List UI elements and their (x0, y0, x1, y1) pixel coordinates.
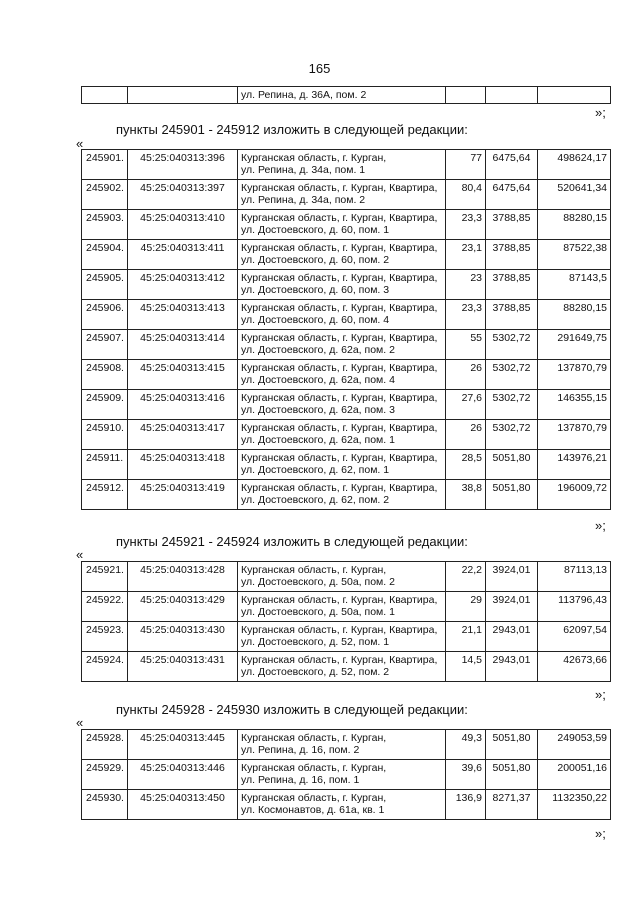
cell-number: 245930. (82, 790, 128, 820)
address-line-1: Курганская область, г. Курган, Квартира, (241, 422, 438, 434)
cell-number: 245908. (82, 360, 128, 390)
cell-total: 87143,5 (538, 270, 611, 300)
cell-area: 136,9 (446, 790, 486, 820)
address-line-2: ул. Репина, д. 16, пом. 1 (241, 774, 360, 786)
address-line-2: ул. Репина, д. 34а, пом. 1 (241, 164, 366, 176)
cell-number: 245910. (82, 420, 128, 450)
cell-area: 23,3 (446, 210, 486, 240)
address-line-1: Курганская область, г. Курган, (241, 762, 387, 774)
section-heading: пункты 245928 - 245930 изложить в следующей редакции: (116, 702, 468, 717)
table-row (82, 760, 611, 790)
table-row (82, 150, 611, 180)
amendment-table (81, 561, 611, 682)
table-row (82, 420, 611, 450)
cell-address (238, 652, 446, 682)
cell-price: 5302,72 (486, 390, 538, 420)
table-row (82, 480, 611, 510)
address-line-1: Курганская область, г. Курган, Квартира, (241, 392, 438, 404)
table-row (82, 180, 611, 210)
cell-area: 27,6 (446, 390, 486, 420)
cell-area: 80,4 (446, 180, 486, 210)
address-line-2: ул. Репина, д. 16, пом. 2 (241, 744, 360, 756)
section-heading: пункты 245921 - 245924 изложить в следующей редакции: (116, 534, 468, 549)
opening-quote: « (76, 715, 84, 730)
address-line-2: ул. Достоевского, д. 60, пом. 2 (241, 254, 390, 266)
cell-area: 14,5 (446, 652, 486, 682)
address-line-2: ул. Достоевского, д. 52, пом. 2 (241, 666, 390, 678)
cell-number: 245907. (82, 330, 128, 360)
cell-cadastral: 45:25:040313:410 (128, 210, 238, 240)
cell-cadastral: 45:25:040313:428 (128, 562, 238, 592)
cell-total: 291649,75 (538, 330, 611, 360)
cell-price: 3788,85 (486, 210, 538, 240)
cell-price: 3924,01 (486, 592, 538, 622)
cell-number: 245902. (82, 180, 128, 210)
table-row (82, 330, 611, 360)
cell-address (238, 760, 446, 790)
cell-total: 249053,59 (538, 730, 611, 760)
cell-number: 245909. (82, 390, 128, 420)
cell-total: 87113,13 (538, 562, 611, 592)
amendment-table (81, 149, 611, 510)
cell-cadastral: 45:25:040313:414 (128, 330, 238, 360)
cell-address (238, 450, 446, 480)
table-row (82, 652, 611, 682)
cell-cadastral: 45:25:040313:412 (128, 270, 238, 300)
cell-area: 28,5 (446, 450, 486, 480)
address-line-1: Курганская область, г. Курган, (241, 152, 387, 164)
cell-cadastral: 45:25:040313:396 (128, 150, 238, 180)
cell-price: 8271,37 (486, 790, 538, 820)
table-row (82, 360, 611, 390)
cell-total (538, 87, 611, 104)
cell-cadastral: 45:25:040313:446 (128, 760, 238, 790)
cell-number: 245928. (82, 730, 128, 760)
address-line-2: ул. Достоевского, д. 60, пом. 4 (241, 314, 390, 326)
cell-area: 77 (446, 150, 486, 180)
table-row (82, 300, 611, 330)
address-line-2: ул. Достоевского, д. 52, пом. 1 (241, 636, 390, 648)
page-number: 165 (308, 61, 331, 76)
address-line-2: ул. Достоевского, д. 50а, пом. 2 (241, 576, 395, 588)
cell-price: 5302,72 (486, 420, 538, 450)
address-line-1: Курганская область, г. Курган, (241, 564, 387, 576)
address-line-2: ул. Достоевского, д. 62а, пом. 1 (241, 434, 395, 446)
cell-number: 245903. (82, 210, 128, 240)
table-row (82, 562, 611, 592)
address-line-1: Курганская область, г. Курган, Квартира, (241, 272, 438, 284)
cell-price: 3788,85 (486, 270, 538, 300)
cell-address (238, 390, 446, 420)
cell-cadastral: 45:25:040313:429 (128, 592, 238, 622)
cell-number: 245912. (82, 480, 128, 510)
cell-cadastral: 45:25:040313:430 (128, 622, 238, 652)
table-row (82, 790, 611, 820)
cell-price: 6475,64 (486, 150, 538, 180)
cell-number: 245929. (82, 760, 128, 790)
cell-address (238, 360, 446, 390)
address-line-2: ул. Космонавтов, д. 61а, кв. 1 (241, 804, 385, 816)
table-row (82, 240, 611, 270)
address-line-2: ул. Достоевского, д. 60, пом. 3 (241, 284, 390, 296)
address-line-1: Курганская область, г. Курган, Квартира, (241, 362, 438, 374)
cell-address (238, 562, 446, 592)
table-row (82, 450, 611, 480)
cell-total: 143976,21 (538, 450, 611, 480)
cell-cadastral (128, 87, 238, 104)
address-line-2: ул. Достоевского, д. 62, пом. 1 (241, 464, 390, 476)
cell-cadastral: 45:25:040313:418 (128, 450, 238, 480)
address-line-2: ул. Достоевского, д. 62а, пом. 2 (241, 344, 395, 356)
cell-total: 137870,79 (538, 420, 611, 450)
cell-number: 245922. (82, 592, 128, 622)
cell-number: 245923. (82, 622, 128, 652)
table-row (82, 210, 611, 240)
cell-cadastral: 45:25:040313:397 (128, 180, 238, 210)
cell-total: 1132350,22 (538, 790, 611, 820)
cell-price: 6475,64 (486, 180, 538, 210)
cell-address (238, 730, 446, 760)
table-row (82, 390, 611, 420)
cell-total: 498624,17 (538, 150, 611, 180)
cell-price (486, 87, 538, 104)
cell-cadastral: 45:25:040313:417 (128, 420, 238, 450)
address-line-2: ул. Достоевского, д. 62а, пом. 4 (241, 374, 395, 386)
cell-area: 49,3 (446, 730, 486, 760)
cell-address (238, 300, 446, 330)
cell-number: 245906. (82, 300, 128, 330)
cell-area: 22,2 (446, 562, 486, 592)
address-line-2: ул. Достоевского, д. 62, пом. 2 (241, 494, 390, 506)
cell-total: 200051,16 (538, 760, 611, 790)
cell-address (238, 790, 446, 820)
cell-price: 5051,80 (486, 450, 538, 480)
cell-number: 245905. (82, 270, 128, 300)
closing-quote: »; (595, 518, 606, 533)
cell-cadastral: 45:25:040313:416 (128, 390, 238, 420)
cell-total: 196009,72 (538, 480, 611, 510)
address-line-2: ул. Достоевского, д. 62а, пом. 3 (241, 404, 395, 416)
cell-total: 88280,15 (538, 210, 611, 240)
cell-price: 5302,72 (486, 330, 538, 360)
cell-price: 5051,80 (486, 480, 538, 510)
cell-number: 245904. (82, 240, 128, 270)
address-line-1: Курганская область, г. Курган, Квартира, (241, 594, 438, 606)
address-line-1: Курганская область, г. Курган, Квартира, (241, 332, 438, 344)
cell-price: 3788,85 (486, 240, 538, 270)
cell-address (238, 270, 446, 300)
cell-address (238, 180, 446, 210)
table-row (82, 87, 611, 104)
cell-price: 2943,01 (486, 622, 538, 652)
address-line-2: ул. Достоевского, д. 60, пом. 1 (241, 224, 390, 236)
cell-price: 2943,01 (486, 652, 538, 682)
cell-cadastral: 45:25:040313:445 (128, 730, 238, 760)
cell-price: 5051,80 (486, 760, 538, 790)
opening-quote: « (76, 136, 84, 151)
cell-number: 245911. (82, 450, 128, 480)
table-row (82, 592, 611, 622)
cell-cadastral: 45:25:040313:431 (128, 652, 238, 682)
cell-total: 88280,15 (538, 300, 611, 330)
address-line-1: Курганская область, г. Курган, Квартира, (241, 212, 438, 224)
cell-address (238, 420, 446, 450)
closing-quote: »; (595, 687, 606, 702)
cell-cadastral: 45:25:040313:450 (128, 790, 238, 820)
address-line-1: Курганская область, г. Курган, Квартира, (241, 452, 438, 464)
cell-area: 38,8 (446, 480, 486, 510)
table-row (82, 622, 611, 652)
cell-number: 245921. (82, 562, 128, 592)
address-line-1: Курганская область, г. Курган, (241, 732, 387, 744)
cell-cadastral: 45:25:040313:411 (128, 240, 238, 270)
cell-total: 42673,66 (538, 652, 611, 682)
address-line-1: Курганская область, г. Курган, Квартира, (241, 624, 438, 636)
cell-area: 26 (446, 420, 486, 450)
table-row (82, 730, 611, 760)
cell-total: 137870,79 (538, 360, 611, 390)
cell-area: 23,1 (446, 240, 486, 270)
cell-address (238, 150, 446, 180)
cell-address (238, 330, 446, 360)
cell-address (238, 622, 446, 652)
opening-quote: « (76, 547, 84, 562)
cell-area: 23 (446, 270, 486, 300)
cell-area (446, 87, 486, 104)
cell-area: 55 (446, 330, 486, 360)
cell-price: 5302,72 (486, 360, 538, 390)
amendment-table (81, 729, 611, 820)
section-heading: пункты 245901 - 245912 изложить в следующей редакции: (116, 122, 468, 137)
cell-number (82, 87, 128, 104)
address-line-2: ул. Достоевского, д. 50а, пом. 1 (241, 606, 395, 618)
address-line-1: Курганская область, г. Курган, Квартира, (241, 482, 438, 494)
cell-area: 23,3 (446, 300, 486, 330)
continuation-table (81, 86, 611, 104)
cell-cadastral: 45:25:040313:419 (128, 480, 238, 510)
address-line-1: Курганская область, г. Курган, Квартира, (241, 302, 438, 314)
address-line-1: Курганская область, г. Курган, Квартира, (241, 654, 438, 666)
cell-price: 3924,01 (486, 562, 538, 592)
table-row (82, 270, 611, 300)
address-line-1: Курганская область, г. Курган, Квартира, (241, 182, 438, 194)
cell-total: 62097,54 (538, 622, 611, 652)
cell-area: 26 (446, 360, 486, 390)
cell-price: 5051,80 (486, 730, 538, 760)
cell-address (238, 592, 446, 622)
cell-address (238, 480, 446, 510)
cell-area: 29 (446, 592, 486, 622)
address-line-1: Курганская область, г. Курган, Квартира, (241, 242, 438, 254)
cell-price: 3788,85 (486, 300, 538, 330)
cell-cadastral: 45:25:040313:415 (128, 360, 238, 390)
cell-total: 87522,38 (538, 240, 611, 270)
cell-total: 113796,43 (538, 592, 611, 622)
address-line-1: Курганская область, г. Курган, (241, 792, 387, 804)
cell-number: 245901. (82, 150, 128, 180)
address-line-2: ул. Репина, д. 34а, пом. 2 (241, 194, 366, 206)
cell-address (238, 210, 446, 240)
cell-number: 245924. (82, 652, 128, 682)
cell-total: 520641,34 (538, 180, 611, 210)
cell-area: 39,6 (446, 760, 486, 790)
cell-area: 21,1 (446, 622, 486, 652)
cell-address (238, 240, 446, 270)
closing-quote: »; (595, 826, 606, 841)
cell-total: 146355,15 (538, 390, 611, 420)
cell-cadastral: 45:25:040313:413 (128, 300, 238, 330)
cell-address: ул. Репина, д. 36А, пом. 2 (238, 87, 446, 104)
closing-quote: »; (595, 105, 606, 120)
